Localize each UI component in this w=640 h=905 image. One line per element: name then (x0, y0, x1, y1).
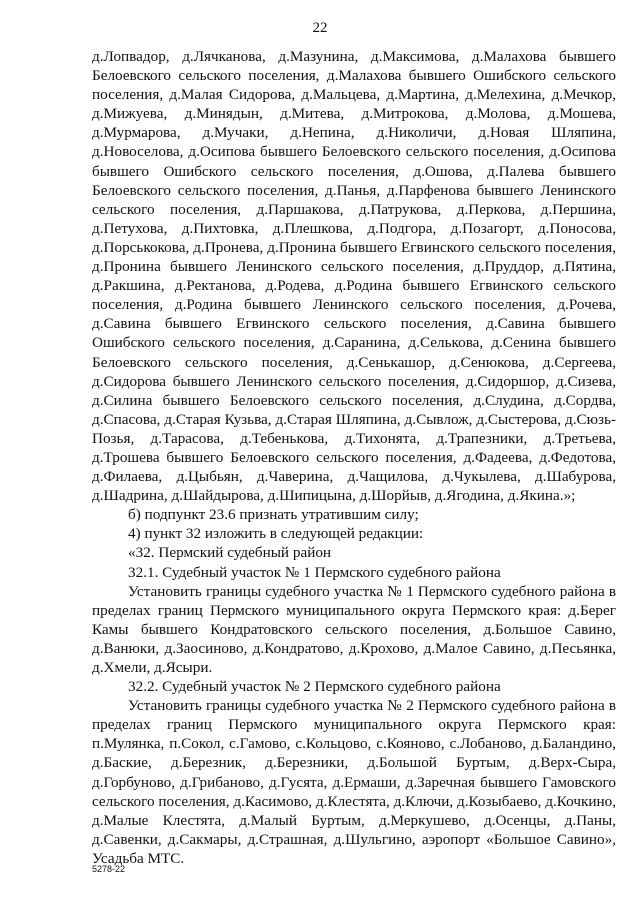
paragraph-section-1-boundaries: Установить границы судебного участка № 1 Пермского судебного района в пределах границ Пермского муниципального округа Пермского края: д.Берег Камы бывшего Кондратовского сельского поселения, д.Большое Савино, д.Ванюки, д.Заосиново, д.Кондратово, д.Крохово, д.Малое Савино, д.Песьянка, д.Хмели, д.Ясыри. (92, 582, 616, 676)
document-code: 5278-22 (92, 864, 126, 874)
paragraph-subitem-b: б) подпункт 23.6 признать утратившим силу; (128, 506, 419, 524)
paragraph-villages-list: д.Лопвадор, д.Лячканова, д.Мазунина, д.Максимова, д.Малахова бывшего Белоевского сельского поселения, д.Малахова бывшего Ошибского сельского поселения, д.Малая Сидорова, д.Мальцева, д.Мартина, д.Мелехина, д.Мечкор, д.Мижуева, д.Минядын, д.Митева, д.Митрокова, д.Молова, д.Мошева, д.Мурмарова, д.Мучаки, д.Непина, д.Николичи, д.Новая Шляпина, д.Новоселова, д.Осипова бывшего Белоевского сельского поселения, д.Осипова бывшего Ошибского сельского поселения, д.Ошова, д.Палева бывшего Белоевского сельского поселения, д.Панья, д.Парфенова бывшего Ленинского сельского поселения, д.Паршакова, д.Патрукова, д.Перкова, д.Першина, д.Петухова, д.Пихтовка, д.Плешкова, д.Подгора, д.Позагорт, д.Поносова, д.Порськокова, д.Пронева, д.Пронина бывшего Егвинского сельского поселения, д.Пронина бывшего Ленинского сельского поселения, д.Пруддор, д.Пятина, д.Ракшина, д.Ректанова, д.Родева, д.Родина бывшего Егвинского сельского поселения, д.Родина бывшего Ленинского сельского поселения, д.Рочева, д.Савина бывшего Егвинского сельского поселения, д.Савина бывшего Ошибского сельского поселения, д.Саранина, д.Селькова, д.Сенина бывшего Белоевского сельского поселения, д.Сенькашор, д.Сенюкова, д.Сергеева, д.Сидорова бывшего Ленинского сельского поселения, д.Сидоршор, д.Сизева, д.Силина бывшего Белоевского сельского поселения, д.Слудина, д.Сордва, д.Спасова, д.Старая Кузьва, д.Старая Шляпина, д.Сывлож, д.Сыстерова, д.Сюзь-Позья, д.Тарасова, д.Тебенькова, д.Тихонята, д.Трапезники, д.Третьева, д.Трошева бывшего Белоевского сельского поселения, д.Фадеева, д.Федотова, д.Филаева, д.Цыбьян, д.Чаверина, д.Чащилова, д.Чукылева, д.Шабурова, д.Шадрина, д.Шайдырова, д.Шипицына, д.Шорйыв, д.Ягодина, д.Якина.»; (92, 48, 616, 505)
heading-judicial-section-1: 32.1. Судебный участок № 1 Пермского судебного района (128, 563, 501, 581)
paragraph-section-2-boundaries: Установить границы судебного участка № 2 Пермского судебного района в пределах границ Пермского муниципального округа Пермского края: п.Мулянка, п.Сокол, с.Гамово, с.Кольцово, с.Кояново, с.Лобаново, д.Баландино, д.Баские, д.Березник, д.Березники, д.Большой Буртым, д.Верх-Сыра, д.Горбуново, д.Грибаново, д.Гусята, д.Ермаши, д.Заречная бывшего Гамовского сельского поселения, д.Касимово, д.Клестята, д.Ключи, д.Козыбаево, д.Кочкино, д.Малые Клестята, д.Малый Буртым, д.Меркушево, д.Осенцы, д.Паны, д.Савенки, д.Сакмары, д.Страшная, д.Шульгино, аэропорт «Большое Савино», Усадьба МТС. (92, 697, 616, 867)
document-body (92, 47, 616, 868)
heading-perm-judicial-district: «32. Пермский судебный район (128, 544, 332, 562)
paragraph-item-4: 4) пункт 32 изложить в следующей редакции: (128, 525, 424, 543)
heading-judicial-section-2: 32.2. Судебный участок № 2 Пермского судебного района (128, 678, 501, 696)
page-number: 22 (312, 20, 328, 36)
